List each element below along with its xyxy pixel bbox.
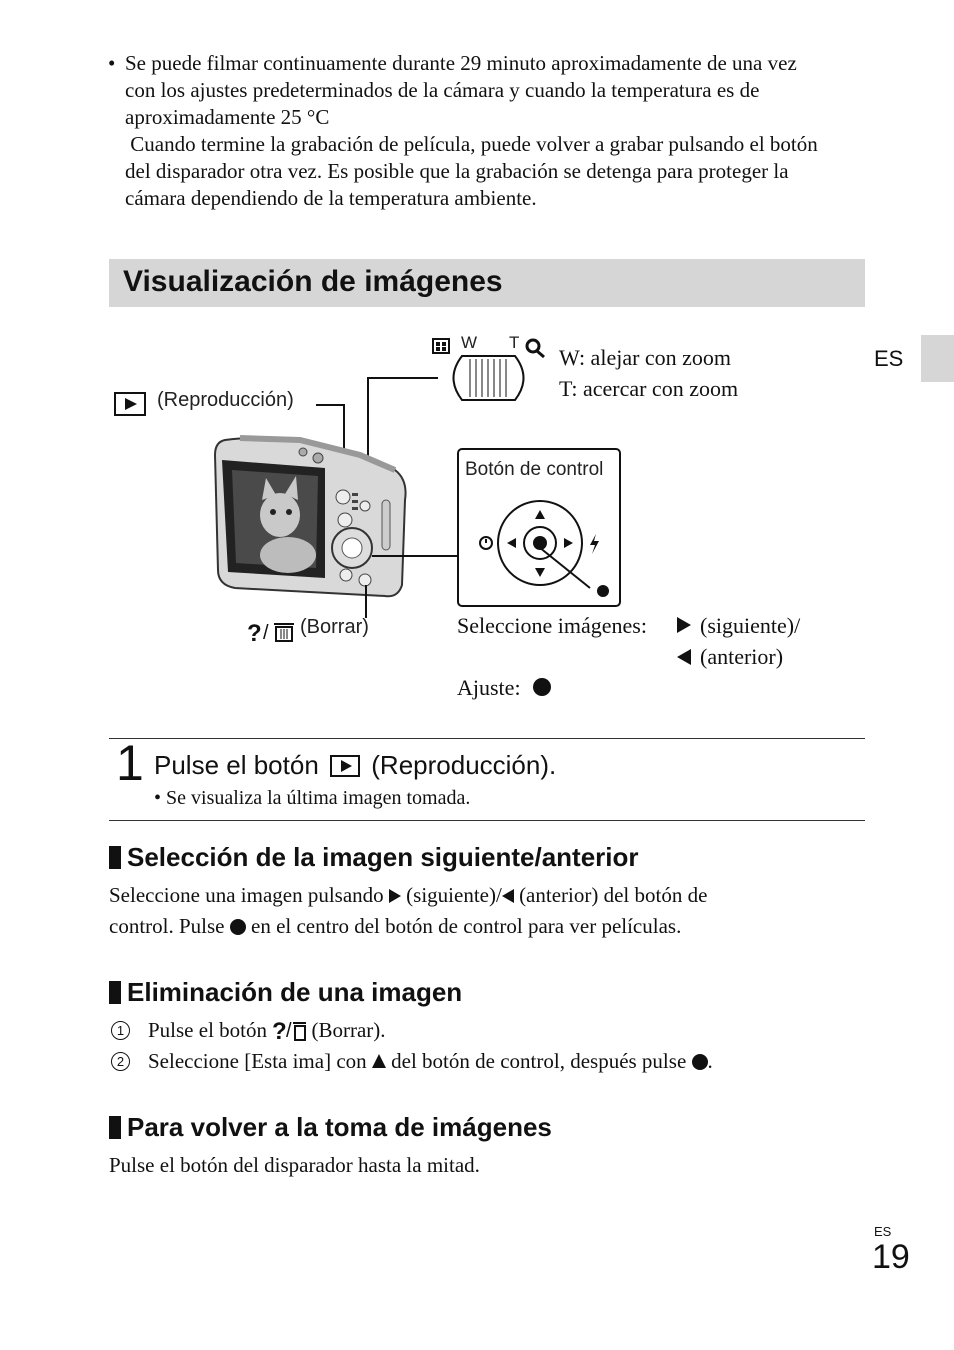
svg-text:?: ?	[272, 1018, 287, 1043]
intro-line: aproximadamente 25 °C	[125, 105, 330, 129]
divider	[109, 738, 865, 739]
previous-arrow-icon	[502, 889, 514, 903]
step-title-before: Pulse el botón	[154, 750, 319, 780]
heading-marker	[109, 846, 121, 869]
zoom-w-label: W	[461, 333, 478, 352]
center-dot-icon	[533, 678, 551, 696]
step-note-text: Se visualiza la última imagen tomada.	[166, 787, 471, 809]
next-arrow-icon	[389, 889, 401, 903]
intro-line: Cuando termine la grabación de película, puede volver a grabar pulsando el botón	[125, 132, 818, 156]
svg-text:/: /	[263, 622, 269, 644]
previous-label: (anterior)	[700, 644, 784, 669]
list-item	[111, 1017, 386, 1044]
heading-next-prev	[109, 842, 639, 873]
intro-line: cámara dependiendo de la temperatura ambiente.	[125, 186, 537, 210]
next-arrow-icon	[677, 617, 691, 633]
delete-icon	[247, 620, 294, 647]
svg-text:?: ?	[247, 620, 262, 647]
playback-label: (Reproducción)	[157, 389, 294, 411]
step-title	[154, 750, 556, 781]
bullet: •	[108, 51, 116, 75]
intro-line: Se puede filmar continuamente durante 29 minuto aproximadamente de una vez	[125, 51, 797, 75]
text: Seleccione [Esta ima] con	[148, 1049, 367, 1073]
text: Pulse el botón	[148, 1018, 267, 1042]
zoom-t-desc: T: acercar con zoom	[559, 376, 739, 401]
heading-return	[109, 1112, 552, 1143]
text: .	[707, 1049, 713, 1073]
heading-text: Selección de la imagen siguiente/anterior	[127, 842, 639, 872]
bullet: •	[154, 787, 162, 809]
text: control. Pulse	[109, 914, 225, 938]
text: en el centro del botón de control para ver películas.	[251, 914, 682, 938]
playback-icon	[115, 393, 145, 415]
playback-icon	[330, 755, 360, 777]
step-circle: 1	[111, 1021, 130, 1040]
text: del botón de control, después pulse	[391, 1049, 687, 1073]
heading-text: Para volver a la toma de imágenes	[127, 1112, 552, 1142]
text: (Borrar).	[311, 1018, 386, 1042]
camera-illustration	[215, 438, 406, 596]
zoom-lever-icon	[433, 339, 544, 400]
center-dot-icon	[230, 919, 246, 935]
zoom-w-desc: W: alejar con zoom	[559, 345, 732, 370]
control-button-label: Botón de control	[465, 459, 604, 480]
paragraph-line	[109, 882, 707, 909]
step-note	[154, 785, 470, 812]
divider	[109, 820, 865, 821]
step-title-after: (Reproducción).	[371, 750, 557, 780]
intro-line: con los ajustes predeterminados de la cámara y cuando la temperatura es de	[125, 78, 760, 102]
paragraph-line: Pulse el botón del disparador hasta la mitad.	[109, 1153, 480, 1177]
section-title: Visualización de imágenes	[123, 265, 503, 298]
page-number: 19	[872, 1238, 910, 1276]
next-label: (siguiente)/	[700, 613, 801, 638]
heading-marker	[109, 1116, 121, 1139]
list-item	[111, 1048, 713, 1075]
center-dot-icon	[692, 1054, 708, 1070]
heading-marker	[109, 981, 121, 1004]
page-language: ES	[874, 1224, 892, 1239]
select-images-label: Seleccione imágenes:	[457, 613, 647, 638]
heading-text: Eliminación de una imagen	[127, 977, 463, 1007]
paragraph-line	[109, 913, 681, 940]
zoom-t-label: T	[509, 333, 520, 352]
text: (siguiente)/	[406, 883, 502, 907]
intro-line: del disparador otra vez. Es posible que la grabación se detenga para proteger la	[125, 159, 789, 183]
delete-icon	[272, 1017, 306, 1043]
heading-delete	[109, 977, 462, 1008]
svg-text:/: /	[286, 1020, 292, 1042]
previous-arrow-icon	[677, 649, 691, 665]
delete-label: (Borrar)	[300, 616, 369, 638]
setting-label: Ajuste:	[457, 675, 521, 700]
step-number: 1	[116, 735, 144, 791]
up-arrow-icon	[372, 1054, 386, 1068]
text: Seleccione una imagen pulsando	[109, 883, 384, 907]
side-tab-label: ES	[874, 346, 904, 371]
step-circle: 2	[111, 1052, 130, 1071]
text: (anterior) del botón de	[519, 883, 708, 907]
